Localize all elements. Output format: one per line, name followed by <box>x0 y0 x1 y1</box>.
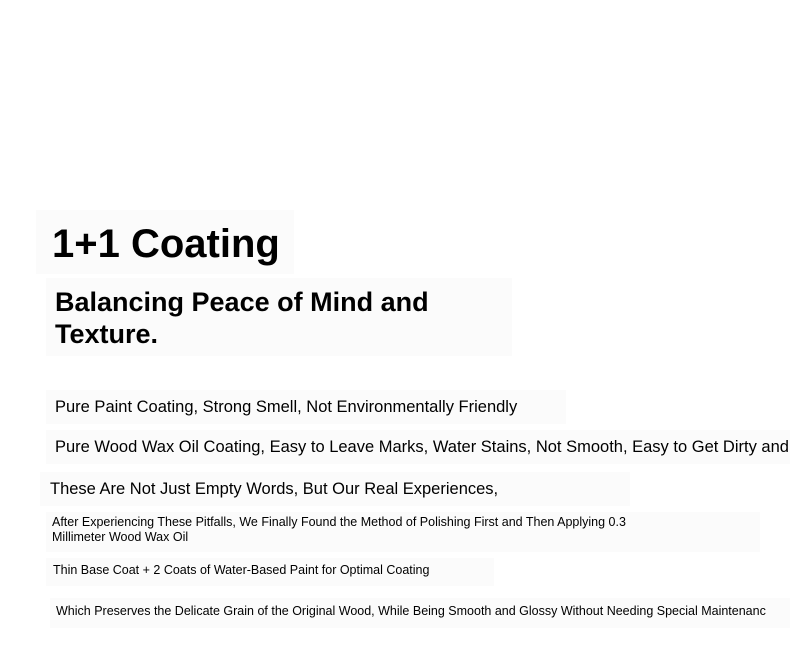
result-description: Which Preserves the Delicate Grain of the Original Wood, While Being Smooth and Glossy Without Needing Special Maintenanc <box>50 598 790 628</box>
method-description-text: After Experiencing These Pitfalls, We Finally Found the Method of Polishing First and Then Applying 0.3 Millimeter Wood Wax Oil <box>52 515 626 544</box>
experience-statement: These Are Not Just Empty Words, But Our Real Experiences, <box>40 472 630 506</box>
method-description <box>46 512 760 552</box>
page-subtitle: Balancing Peace of Mind and Texture. <box>46 278 512 356</box>
page-title: 1+1 Coating <box>36 210 294 274</box>
paint-coating-point: Pure Paint Coating, Strong Smell, Not Environmentally Friendly <box>46 390 566 424</box>
wax-oil-coating-point: Pure Wood Wax Oil Coating, Easy to Leave Marks, Water Stains, Not Smooth, Easy to Get Dirty and <box>46 430 790 464</box>
coating-layers-description: Thin Base Coat + 2 Coats of Water-Based Paint for Optimal Coating <box>46 558 494 586</box>
